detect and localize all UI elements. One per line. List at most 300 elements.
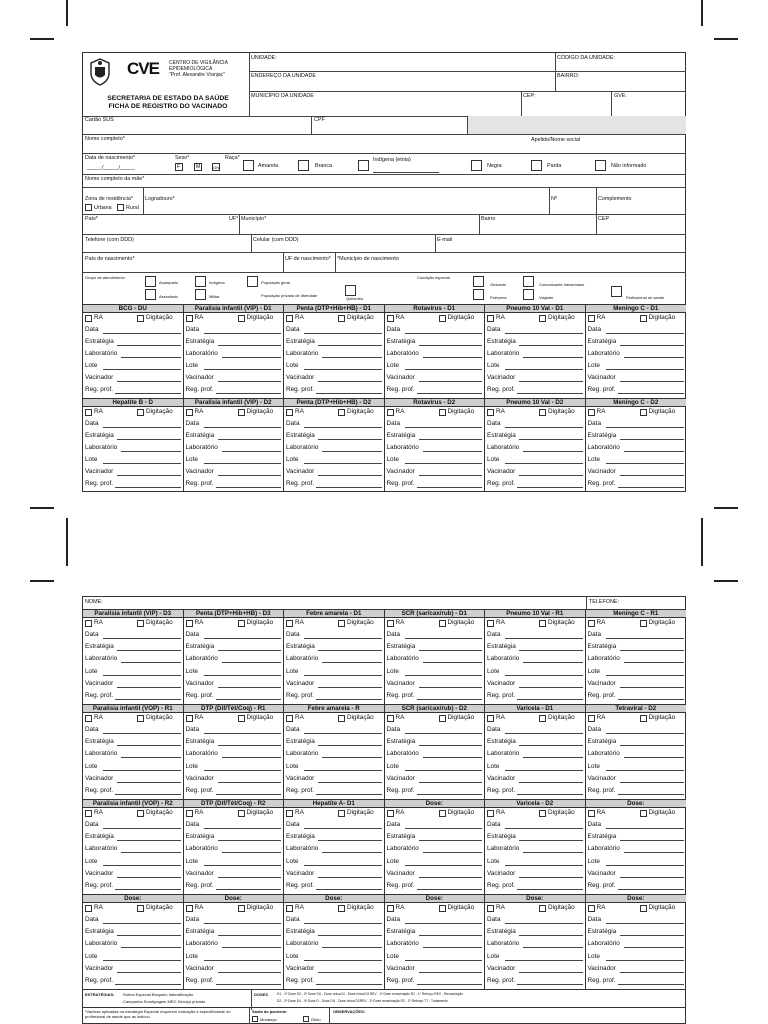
reg-prof-field[interactable] xyxy=(387,880,483,892)
lote-field[interactable] xyxy=(387,666,483,678)
ra-checkbox[interactable] xyxy=(286,810,293,817)
pais-nascimento-label[interactable]: País de nascimento* xyxy=(85,256,135,262)
reg-prof-field[interactable] xyxy=(186,975,282,987)
ra-checkbox[interactable] xyxy=(85,315,92,322)
uf-nascimento-label[interactable]: UF de nascimento* xyxy=(285,256,331,262)
laboratorio-field[interactable] xyxy=(387,938,483,950)
data-field[interactable] xyxy=(487,324,583,336)
ra-checkbox[interactable] xyxy=(487,905,494,912)
laboratorio-field[interactable] xyxy=(387,843,483,855)
vacinador-field[interactable] xyxy=(286,678,382,690)
vacinador-field[interactable] xyxy=(286,372,382,384)
zona-rural-checkbox[interactable] xyxy=(117,204,124,211)
digitacao-checkbox[interactable] xyxy=(439,620,446,627)
data-field[interactable] xyxy=(186,914,282,926)
digitacao-checkbox[interactable] xyxy=(539,715,546,722)
vacinador-field[interactable] xyxy=(487,678,583,690)
ra-checkbox[interactable] xyxy=(286,409,293,416)
vacinador-field[interactable] xyxy=(588,372,685,384)
laboratorio-field[interactable] xyxy=(588,748,685,760)
reg-prof-field[interactable] xyxy=(588,880,685,892)
reg-prof-field[interactable] xyxy=(286,880,382,892)
laboratorio-field[interactable] xyxy=(387,748,483,760)
reg-prof-field[interactable] xyxy=(588,384,685,396)
estrategia-field[interactable] xyxy=(487,736,583,748)
data-field[interactable] xyxy=(85,914,181,926)
ra-checkbox[interactable] xyxy=(85,409,92,416)
saida-obito-checkbox[interactable] xyxy=(303,1016,309,1022)
lote-field[interactable] xyxy=(186,761,282,773)
lote-field[interactable] xyxy=(186,666,282,678)
laboratorio-field[interactable] xyxy=(286,348,382,360)
laboratorio-field[interactable] xyxy=(85,442,181,454)
bairro-unidade-label[interactable]: BAIRRO: xyxy=(557,73,580,79)
lote-field[interactable] xyxy=(387,761,483,773)
estrategia-field[interactable] xyxy=(85,430,181,442)
reg-prof-field[interactable] xyxy=(286,975,382,987)
ra-checkbox[interactable] xyxy=(286,905,293,912)
lote-field[interactable] xyxy=(588,951,685,963)
laboratorio-field[interactable] xyxy=(286,938,382,950)
laboratorio-field[interactable] xyxy=(85,348,181,360)
estrategia-field[interactable] xyxy=(85,336,181,348)
laboratorio-field[interactable] xyxy=(85,748,181,760)
ra-checkbox[interactable] xyxy=(186,409,193,416)
vacinador-field[interactable] xyxy=(186,372,282,384)
data-nascimento-value[interactable]: _____/_____/_____ xyxy=(87,165,135,171)
data-field[interactable] xyxy=(85,324,181,336)
email-label[interactable]: E-mail xyxy=(437,237,453,243)
laboratorio-field[interactable] xyxy=(85,938,181,950)
digitacao-checkbox[interactable] xyxy=(137,715,144,722)
data-field[interactable] xyxy=(286,724,382,736)
vacinador-field[interactable] xyxy=(186,466,282,478)
laboratorio-field[interactable] xyxy=(487,653,583,665)
grupo-assentado-checkbox[interactable] xyxy=(145,289,156,300)
observacoes-label[interactable]: OBSERVAÇÕES: xyxy=(333,1009,366,1014)
raca-negra-checkbox[interactable] xyxy=(471,160,482,171)
lote-field[interactable] xyxy=(286,360,382,372)
grupo-quilombo-checkbox[interactable] xyxy=(345,285,356,296)
laboratorio-field[interactable] xyxy=(85,843,181,855)
vacinador-field[interactable] xyxy=(588,963,685,975)
digitacao-checkbox[interactable] xyxy=(238,715,245,722)
municipio-nascimento-label[interactable]: *Município de nascimento xyxy=(337,256,399,262)
reg-prof-field[interactable] xyxy=(85,880,181,892)
reg-prof-field[interactable] xyxy=(85,690,181,702)
ra-checkbox[interactable] xyxy=(487,715,494,722)
vacinador-field[interactable] xyxy=(286,466,382,478)
digitacao-checkbox[interactable] xyxy=(640,905,647,912)
estrategia-field[interactable] xyxy=(286,736,382,748)
estrategia-field[interactable] xyxy=(487,336,583,348)
data-field[interactable] xyxy=(487,819,583,831)
laboratorio-field[interactable] xyxy=(286,748,382,760)
estrategia-field[interactable] xyxy=(85,831,181,843)
ra-checkbox[interactable] xyxy=(487,810,494,817)
ra-checkbox[interactable] xyxy=(286,315,293,322)
data-field[interactable] xyxy=(186,418,282,430)
vacinador-field[interactable] xyxy=(387,868,483,880)
reg-prof-field[interactable] xyxy=(487,975,583,987)
estrategia-field[interactable] xyxy=(588,736,685,748)
ra-checkbox[interactable] xyxy=(588,715,595,722)
gve-label[interactable]: GVE: xyxy=(614,93,627,99)
reg-prof-field[interactable] xyxy=(85,384,181,396)
bairro-label[interactable]: Bairro xyxy=(481,216,496,222)
ra-checkbox[interactable] xyxy=(588,315,595,322)
laboratorio-field[interactable] xyxy=(487,938,583,950)
reg-prof-field[interactable] xyxy=(387,478,483,490)
raca-nao-informado-checkbox[interactable] xyxy=(595,160,606,171)
data-field[interactable] xyxy=(387,819,483,831)
reg-prof-field[interactable] xyxy=(588,690,685,702)
digitacao-checkbox[interactable] xyxy=(640,409,647,416)
nome-completo-label[interactable]: Nome completo* xyxy=(85,136,125,142)
digitacao-checkbox[interactable] xyxy=(640,315,647,322)
reg-prof-field[interactable] xyxy=(487,384,583,396)
digitacao-checkbox[interactable] xyxy=(439,905,446,912)
reg-prof-field[interactable] xyxy=(387,785,483,797)
ra-checkbox[interactable] xyxy=(387,409,394,416)
vacinador-field[interactable] xyxy=(286,773,382,785)
estrategia-field[interactable] xyxy=(186,926,282,938)
data-field[interactable] xyxy=(487,418,583,430)
vacinador-field[interactable] xyxy=(487,372,583,384)
estrategia-field[interactable] xyxy=(387,641,483,653)
celular-label[interactable]: Celular (com DDD) xyxy=(253,237,299,243)
laboratorio-field[interactable] xyxy=(186,748,282,760)
ra-checkbox[interactable] xyxy=(286,620,293,627)
lote-field[interactable] xyxy=(286,761,382,773)
laboratorio-field[interactable] xyxy=(85,653,181,665)
vacinador-field[interactable] xyxy=(85,372,181,384)
lote-field[interactable] xyxy=(588,360,685,372)
reg-prof-field[interactable] xyxy=(387,384,483,396)
ra-checkbox[interactable] xyxy=(286,715,293,722)
reg-prof-field[interactable] xyxy=(85,975,181,987)
laboratorio-field[interactable] xyxy=(588,653,685,665)
vacinador-field[interactable] xyxy=(85,773,181,785)
vacinador-field[interactable] xyxy=(85,868,181,880)
lote-field[interactable] xyxy=(387,951,483,963)
data-field[interactable] xyxy=(588,914,685,926)
data-field[interactable] xyxy=(186,724,282,736)
estrategia-field[interactable] xyxy=(186,831,282,843)
reg-prof-field[interactable] xyxy=(487,690,583,702)
laboratorio-field[interactable] xyxy=(186,843,282,855)
data-field[interactable] xyxy=(387,629,483,641)
data-field[interactable] xyxy=(487,724,583,736)
digitacao-checkbox[interactable] xyxy=(539,409,546,416)
data-field[interactable] xyxy=(286,418,382,430)
reg-prof-field[interactable] xyxy=(286,690,382,702)
lote-field[interactable] xyxy=(387,454,483,466)
laboratorio-field[interactable] xyxy=(487,843,583,855)
digitacao-checkbox[interactable] xyxy=(539,905,546,912)
estrategia-field[interactable] xyxy=(186,336,282,348)
data-field[interactable] xyxy=(487,914,583,926)
digitacao-checkbox[interactable] xyxy=(439,409,446,416)
ra-checkbox[interactable] xyxy=(186,715,193,722)
digitacao-checkbox[interactable] xyxy=(137,810,144,817)
vacinador-field[interactable] xyxy=(588,773,685,785)
digitacao-checkbox[interactable] xyxy=(539,810,546,817)
estrategia-field[interactable] xyxy=(186,430,282,442)
ra-checkbox[interactable] xyxy=(387,315,394,322)
data-field[interactable] xyxy=(588,724,685,736)
estrategia-field[interactable] xyxy=(85,641,181,653)
pais-label[interactable]: País* xyxy=(85,216,98,222)
estrategia-field[interactable] xyxy=(588,336,685,348)
vacinador-field[interactable] xyxy=(588,868,685,880)
vacinador-field[interactable] xyxy=(387,773,483,785)
data-field[interactable] xyxy=(85,629,181,641)
condicao-profissional-saude-checkbox[interactable] xyxy=(611,286,622,297)
data-field[interactable] xyxy=(85,724,181,736)
digitacao-checkbox[interactable] xyxy=(439,810,446,817)
reg-prof-field[interactable] xyxy=(588,785,685,797)
reg-prof-field[interactable] xyxy=(387,690,483,702)
lote-field[interactable] xyxy=(588,761,685,773)
lote-field[interactable] xyxy=(487,951,583,963)
lote-field[interactable] xyxy=(85,761,181,773)
cpf-label[interactable]: CPF xyxy=(314,117,325,123)
ra-checkbox[interactable] xyxy=(186,810,193,817)
condicao-viajante-checkbox[interactable] xyxy=(523,289,534,300)
digitacao-checkbox[interactable] xyxy=(640,715,647,722)
laboratorio-field[interactable] xyxy=(387,442,483,454)
estrategia-field[interactable] xyxy=(286,336,382,348)
digitacao-checkbox[interactable] xyxy=(238,810,245,817)
nome-label[interactable]: NOME: xyxy=(85,599,103,605)
laboratorio-field[interactable] xyxy=(286,843,382,855)
ra-checkbox[interactable] xyxy=(487,620,494,627)
vacinador-field[interactable] xyxy=(85,466,181,478)
lote-field[interactable] xyxy=(186,454,282,466)
data-field[interactable] xyxy=(588,418,685,430)
digitacao-checkbox[interactable] xyxy=(338,409,345,416)
ra-checkbox[interactable] xyxy=(387,715,394,722)
municipio-label[interactable]: Município* xyxy=(241,216,267,222)
ra-checkbox[interactable] xyxy=(588,409,595,416)
reg-prof-field[interactable] xyxy=(487,880,583,892)
digitacao-checkbox[interactable] xyxy=(640,810,647,817)
apelido-label[interactable]: Apelido/Nome social xyxy=(531,137,581,143)
lote-field[interactable] xyxy=(85,454,181,466)
raca-branca-checkbox[interactable] xyxy=(298,160,309,171)
estrategia-field[interactable] xyxy=(588,641,685,653)
laboratorio-field[interactable] xyxy=(286,653,382,665)
laboratorio-field[interactable] xyxy=(387,653,483,665)
reg-prof-field[interactable] xyxy=(387,975,483,987)
ra-checkbox[interactable] xyxy=(387,620,394,627)
digitacao-checkbox[interactable] xyxy=(640,620,647,627)
reg-prof-field[interactable] xyxy=(487,478,583,490)
ra-checkbox[interactable] xyxy=(85,905,92,912)
digitacao-checkbox[interactable] xyxy=(439,715,446,722)
reg-prof-field[interactable] xyxy=(588,478,685,490)
laboratorio-field[interactable] xyxy=(186,442,282,454)
logradouro-label[interactable]: Logradouro* xyxy=(145,196,175,202)
ra-checkbox[interactable] xyxy=(186,905,193,912)
reg-prof-field[interactable] xyxy=(286,785,382,797)
data-field[interactable] xyxy=(588,819,685,831)
ra-checkbox[interactable] xyxy=(387,905,394,912)
reg-prof-field[interactable] xyxy=(286,384,382,396)
data-field[interactable] xyxy=(387,914,483,926)
raca-amarela-checkbox[interactable] xyxy=(243,160,254,171)
ra-checkbox[interactable] xyxy=(588,905,595,912)
lote-field[interactable] xyxy=(286,666,382,678)
vacinador-field[interactable] xyxy=(286,963,382,975)
digitacao-checkbox[interactable] xyxy=(137,409,144,416)
estrategia-field[interactable] xyxy=(588,926,685,938)
vacinador-field[interactable] xyxy=(85,963,181,975)
estrategia-field[interactable] xyxy=(186,641,282,653)
condicao-gestante-checkbox[interactable] xyxy=(473,276,484,287)
lote-field[interactable] xyxy=(387,856,483,868)
lote-field[interactable] xyxy=(487,761,583,773)
cep-label[interactable]: CEP xyxy=(598,216,610,222)
digitacao-checkbox[interactable] xyxy=(238,409,245,416)
digitacao-checkbox[interactable] xyxy=(539,315,546,322)
grupo-acampado-checkbox[interactable] xyxy=(145,276,156,287)
digitacao-checkbox[interactable] xyxy=(338,905,345,912)
cartao-sus-label[interactable]: Cartão SUS xyxy=(85,117,114,123)
laboratorio-field[interactable] xyxy=(588,442,685,454)
digitacao-checkbox[interactable] xyxy=(238,905,245,912)
reg-prof-field[interactable] xyxy=(286,478,382,490)
estrategia-field[interactable] xyxy=(387,831,483,843)
lote-field[interactable] xyxy=(487,360,583,372)
ra-checkbox[interactable] xyxy=(588,620,595,627)
digitacao-checkbox[interactable] xyxy=(238,620,245,627)
vacinador-field[interactable] xyxy=(487,963,583,975)
laboratorio-field[interactable] xyxy=(588,938,685,950)
ra-checkbox[interactable] xyxy=(588,810,595,817)
digitacao-checkbox[interactable] xyxy=(238,315,245,322)
lote-field[interactable] xyxy=(487,454,583,466)
reg-prof-field[interactable] xyxy=(186,880,282,892)
lote-field[interactable] xyxy=(588,856,685,868)
digitacao-checkbox[interactable] xyxy=(338,715,345,722)
digitacao-checkbox[interactable] xyxy=(439,315,446,322)
ra-checkbox[interactable] xyxy=(387,810,394,817)
digitacao-checkbox[interactable] xyxy=(137,315,144,322)
vacinador-field[interactable] xyxy=(387,963,483,975)
reg-prof-field[interactable] xyxy=(186,478,282,490)
data-field[interactable] xyxy=(588,629,685,641)
data-field[interactable] xyxy=(186,324,282,336)
reg-prof-field[interactable] xyxy=(85,478,181,490)
reg-prof-field[interactable] xyxy=(186,785,282,797)
estrategia-field[interactable] xyxy=(487,430,583,442)
lote-field[interactable] xyxy=(85,666,181,678)
estrategia-field[interactable] xyxy=(387,926,483,938)
lote-field[interactable] xyxy=(186,360,282,372)
estrategia-field[interactable] xyxy=(286,831,382,843)
vacinador-field[interactable] xyxy=(286,868,382,880)
vacinador-field[interactable] xyxy=(387,372,483,384)
digitacao-checkbox[interactable] xyxy=(338,620,345,627)
estrategia-field[interactable] xyxy=(286,641,382,653)
laboratorio-field[interactable] xyxy=(588,843,685,855)
lote-field[interactable] xyxy=(85,951,181,963)
ra-checkbox[interactable] xyxy=(186,315,193,322)
telefone-back-label[interactable]: TELEFONE: xyxy=(589,599,619,605)
data-field[interactable] xyxy=(286,914,382,926)
telefone-label[interactable]: Telefone (com DDD) xyxy=(85,237,134,243)
nome-mae-label[interactable]: Nome completo da mãe* xyxy=(85,176,145,182)
data-field[interactable] xyxy=(286,819,382,831)
grupo-populacao-geral-checkbox[interactable] xyxy=(247,276,258,287)
grupo-militar-checkbox[interactable] xyxy=(195,289,206,300)
data-field[interactable] xyxy=(85,819,181,831)
lote-field[interactable] xyxy=(286,454,382,466)
estrategia-field[interactable] xyxy=(487,641,583,653)
complemento-label[interactable]: Complemento xyxy=(598,196,632,202)
data-field[interactable] xyxy=(387,418,483,430)
uf-label[interactable]: UF* xyxy=(229,216,239,222)
ra-checkbox[interactable] xyxy=(85,715,92,722)
cep-unidade-label[interactable]: CEP: xyxy=(523,93,536,99)
digitacao-checkbox[interactable] xyxy=(338,810,345,817)
lote-field[interactable] xyxy=(588,666,685,678)
ra-checkbox[interactable] xyxy=(487,409,494,416)
ra-checkbox[interactable] xyxy=(85,620,92,627)
lote-field[interactable] xyxy=(487,856,583,868)
municipio-unidade-label[interactable]: MUNICÍPIO DA UNIDADE xyxy=(251,93,314,99)
digitacao-checkbox[interactable] xyxy=(338,315,345,322)
grupo-indigena-checkbox[interactable] xyxy=(195,276,206,287)
raca-parda-checkbox[interactable] xyxy=(531,160,542,171)
laboratorio-field[interactable] xyxy=(387,348,483,360)
data-field[interactable] xyxy=(387,324,483,336)
estrategia-field[interactable] xyxy=(387,430,483,442)
lote-field[interactable] xyxy=(588,454,685,466)
reg-prof-field[interactable] xyxy=(588,975,685,987)
digitacao-checkbox[interactable] xyxy=(137,905,144,912)
lote-field[interactable] xyxy=(186,951,282,963)
data-field[interactable] xyxy=(588,324,685,336)
data-field[interactable] xyxy=(286,629,382,641)
ra-checkbox[interactable] xyxy=(85,810,92,817)
raca-indigena-checkbox[interactable] xyxy=(358,160,369,171)
vacinador-field[interactable] xyxy=(85,678,181,690)
vacinador-field[interactable] xyxy=(387,466,483,478)
codigo-unidade-label[interactable]: CÓDIGO DA UNIDADE: xyxy=(557,55,615,61)
estrategia-field[interactable] xyxy=(85,926,181,938)
ra-checkbox[interactable] xyxy=(487,315,494,322)
lote-field[interactable] xyxy=(85,856,181,868)
lote-field[interactable] xyxy=(387,360,483,372)
laboratorio-field[interactable] xyxy=(487,348,583,360)
data-nascimento-label[interactable]: Data de nascimento* xyxy=(85,155,136,161)
vacinador-field[interactable] xyxy=(588,678,685,690)
reg-prof-field[interactable] xyxy=(186,690,282,702)
data-field[interactable] xyxy=(286,324,382,336)
vacinador-field[interactable] xyxy=(186,678,282,690)
estrategia-field[interactable] xyxy=(387,736,483,748)
condicao-puerpera-checkbox[interactable] xyxy=(473,289,484,300)
laboratorio-field[interactable] xyxy=(186,348,282,360)
lote-field[interactable] xyxy=(186,856,282,868)
laboratorio-field[interactable] xyxy=(186,938,282,950)
digitacao-checkbox[interactable] xyxy=(137,620,144,627)
numero-label[interactable]: Nº xyxy=(551,196,557,202)
vacinador-field[interactable] xyxy=(186,963,282,975)
